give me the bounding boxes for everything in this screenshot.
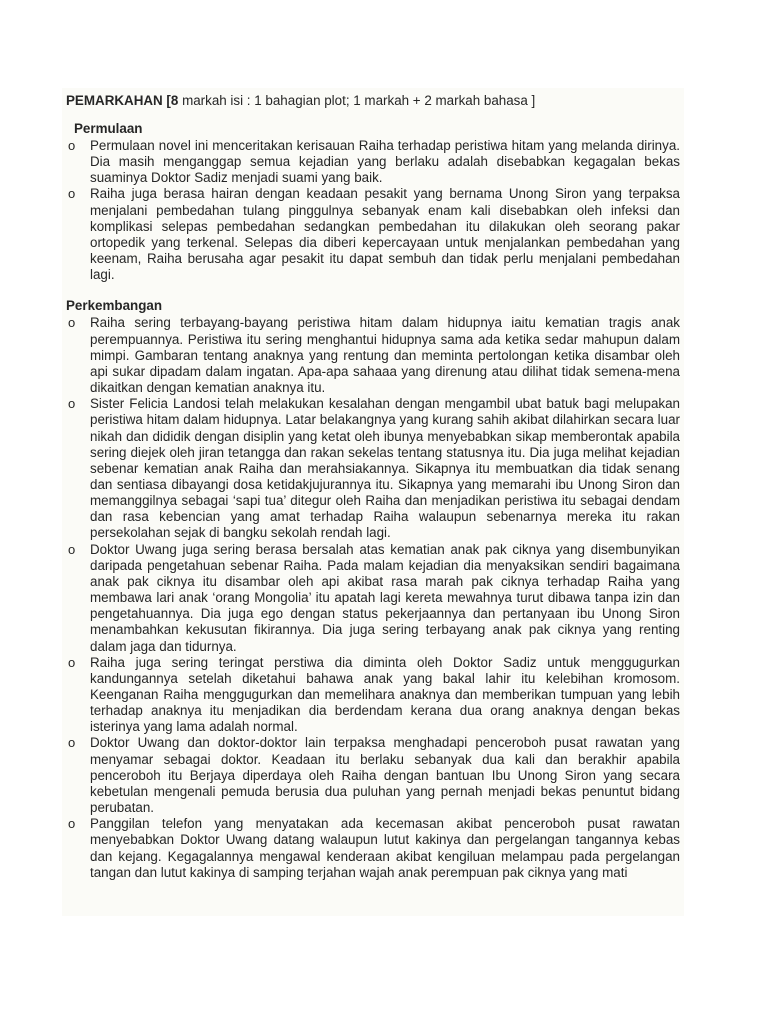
list-item-text: Raiha juga sering teringat perstiwa dia diminta oleh Doktor Sadiz untuk menggugurkan kandungannya setelah diketahui bahawa anak yang bakal lahir itu kelebihan kromosom. Keenganan Raiha menggugurkan dan memelihara anaknya dan memberikan tumpuan yang lebih terhadap anaknya itu menjadikan dia berdendam kerana dua orang anaknya dengan bekas isterinya yang lama adalah normal. <box>90 654 680 735</box>
bullet-marker: o <box>68 654 76 670</box>
bullet-marker: o <box>68 541 76 557</box>
bullet-marker: o <box>68 186 76 202</box>
bullet-marker: o <box>68 315 76 331</box>
list-item <box>66 186 680 283</box>
marking-scheme-heading <box>66 93 680 109</box>
list-item <box>66 542 680 655</box>
section-spacer <box>66 283 680 298</box>
list-item-text: Panggilan telefon yang menyatakan ada kecemasan akibat penceroboh pusat rawatan menyebabkan Doktor Uwang datang walaupun lutut kakinya dan pergelangan tangannya kebas dan kejang. Kegagalannya mengawal kenderaan akibat kengiluan melampau pada pergelangan tangan dan lutut kakinya di samping terjahan wajah anak perempuan pak ciknya yang mati <box>90 816 680 880</box>
marking-scheme-heading-bold: PEMARKAHAN [8 <box>66 93 179 108</box>
list-item-text: Doktor Uwang dan doktor-doktor lain terpaksa menghadapi penceroboh pusat rawatan yang menyamar sebagai doktor. Keadaan itu berlaku sebanyak dua kali dan berakhir apabila penceroboh itu Berjaya diperdaya oleh Raiha dengan bantuan Ibu Unong Siron yang secara kebetulan mengenali pemuda berusia dua puluhan yang pernah menjadi bekas penuntut bidang perubatan. <box>90 735 680 816</box>
bullet-marker: o <box>68 735 76 751</box>
list-item-text: Sister Felicia Landosi telah melakukan kesalahan dengan mengambil ubat batuk bagi melupakan peristiwa hitam dalam hidupnya. Latar belakangnya yang kurang sahih akibat dilahirkan secara luar nikah dan dididik dengan disiplin yang ketat oleh ibunya menyebabkan sikap memberontak apabila sering diejek oleh jiran tetangga dan rakan sekelas tentang statusnya itu. Dia juga melihat kejadian sebenar kematian anak Raiha dan merahsiakannya. Sikapnya itu membuatkan dia tidak senang dan sentiasa dibayangi dosa ketidakjujurannya itu. Sikapnya yang memarahi ibu Unong Siron dan memanggilnya sebagai ‘sapi tua’ ditegur oleh Raiha dan menjadikan peristiwa itu sebagai dendam dan rasa kebencian yang amat terhadap Raiha walaupun sebenarnya mereka itu rakan persekolahan sejak di bangku sekolah rendah lagi. <box>90 396 680 541</box>
list-item-text: Doktor Uwang juga sering berasa bersalah atas kematian anak pak ciknya yang disembunyikan daripada pengetahuan sebenar Raiha. Pada malam kejadian dia menyaksikan sendiri bagaimana anak pak ciknya itu disambar oleh api akibat rasa marah pak ciknya terhadap Raiha yang membawa lari anak ‘orang Mongolia’ itu apatah lagi kereta mewahnya turut dibawa tanpa izin dan pengetahuannya. Dia juga ego dengan status pekerjaannya dan pertanyaan ibu Unong Siron menambahkan kekusutan fikirannya. Dia juga sering terbayang anak pak ciknya yang renting dalam jaga dan tidurnya. <box>90 541 680 654</box>
list-item-text: Permulaan novel ini menceritakan kerisauan Raiha terhadap peristiwa hitam yang melanda dirinya. Dia masih menganggap semua kejadian yang berlaku adalah disebabkan kegagalan bekas suaminya Doktor Sadiz menjadi suami yang baik. <box>90 138 680 186</box>
marking-scheme-heading-rest: markah isi : 1 bahagian plot; 1 markah + 2 markah bahasa ] <box>178 93 536 108</box>
bullet-marker: o <box>68 396 76 412</box>
document-page <box>62 88 684 916</box>
section-list-perkembangan <box>66 315 680 880</box>
list-item <box>66 735 680 816</box>
section-list-permulaan <box>66 138 680 283</box>
list-item <box>66 816 680 881</box>
list-item-text: Raiha juga berasa hairan dengan keadaan pesakit yang bernama Unong Siron yang terpaksa menjalani pembedahan tulang pinggulnya sebanyak enam kali disebabkan oleh infeksi dan komplikasi selepas pembedahan sedangkan pembedahan itu dilakukan oleh seorang pakar ortopedik yang terkenal. Selepas dia diberi kepercayaan untuk menjalankan pembedahan yang keenam, Raiha berusaha agar pesakit itu dapat sembuh dan tidak perlu menjalani pembedahan lagi. <box>90 186 680 283</box>
list-item <box>66 396 680 541</box>
section-title-perkembangan: Perkembangan <box>66 298 163 314</box>
section-title-permulaan: Permulaan <box>74 121 143 136</box>
bullet-marker: o <box>68 816 76 832</box>
document-content <box>66 93 680 881</box>
list-item <box>66 138 680 186</box>
list-item <box>66 315 680 396</box>
list-item <box>66 655 680 736</box>
list-item-text: Raiha sering terbayang-bayang peristiwa hitam dalam hidupnya iaitu kematian tragis anak perempuannya. Peristiwa itu sering menghantui hidupnya sama ada ketika sedar mahupun dalam mimpi. Gambaran tentang anaknya yang rentung dan meminta pertolongan ketika disambar oleh api sukar dipadam dalam ingatan. Apa-apa sahaaa yang direnung atau dilihat tidak semena-mena dikaitkan dengan kematian anaknya itu. <box>90 315 680 396</box>
bullet-marker: o <box>68 138 76 153</box>
